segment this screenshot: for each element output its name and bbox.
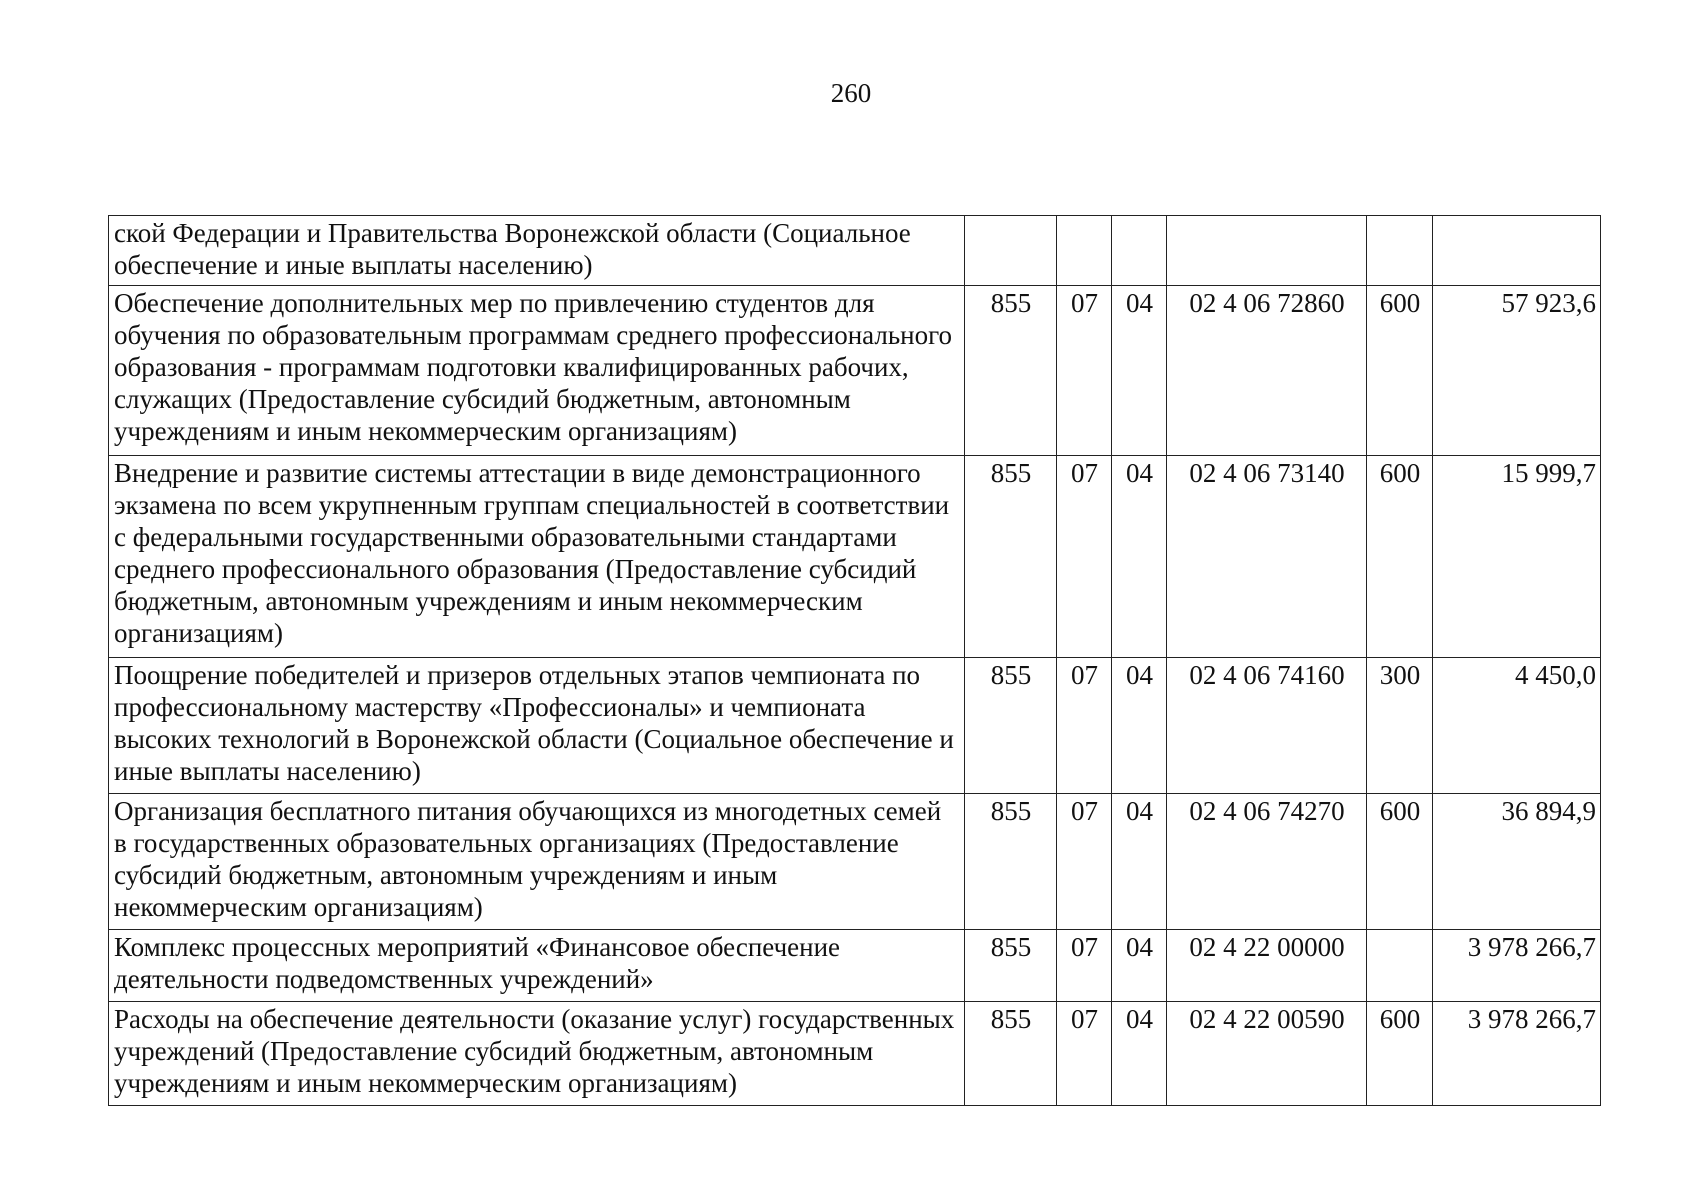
row-description: Обеспечение дополнительных мер по привлечению студентов для обучения по образовательным программам среднего профессионального образования - программам подготовки квалифицированных рабочих, служащих (Предоставление субсидий бюджетным, автономным учреждениям и иным некоммерческим организациям) <box>109 286 965 456</box>
section-code <box>1057 216 1112 286</box>
amount: 36 894,9 <box>1433 794 1601 930</box>
table-row <box>109 658 1601 794</box>
expense-type-code: 600 <box>1367 286 1433 456</box>
page-number: 260 <box>830 78 872 108</box>
target-article-code: 02 4 22 00590 <box>1167 1002 1367 1106</box>
expense-type-code: 600 <box>1367 1002 1433 1106</box>
target-article-code: 02 4 06 74270 <box>1167 794 1367 930</box>
target-article-code: 02 4 06 72860 <box>1167 286 1367 456</box>
row-description: Расходы на обеспечение деятельности (оказание услуг) государственных учреждений (Предоставление субсидий бюджетным, автономным учреждениям и иным некоммерческим организациям) <box>109 1002 965 1106</box>
subsection-code: 04 <box>1112 1002 1167 1106</box>
ministry-code: 855 <box>965 1002 1057 1106</box>
row-description: Поощрение победителей и призеров отдельных этапов чемпионата по профессиональному мастерству «Профессионалы» и чемпионата высоких технологий в Воронежской области (Социальное обеспечение и иные выплаты населению) <box>109 658 965 794</box>
section-code: 07 <box>1057 930 1112 1002</box>
expense-type-code <box>1367 930 1433 1002</box>
section-code: 07 <box>1057 456 1112 658</box>
table-row <box>109 794 1601 930</box>
row-description: Комплекс процессных мероприятий «Финансовое обеспечение деятельности подведомственных учреждений» <box>109 930 965 1002</box>
amount: 3 978 266,7 <box>1433 1002 1601 1106</box>
target-article-code <box>1167 216 1367 286</box>
amount: 4 450,0 <box>1433 658 1601 794</box>
subsection-code: 04 <box>1112 658 1167 794</box>
budget-table <box>108 215 1601 1106</box>
section-code: 07 <box>1057 286 1112 456</box>
amount <box>1433 216 1601 286</box>
subsection-code: 04 <box>1112 286 1167 456</box>
expense-type-code: 600 <box>1367 456 1433 658</box>
ministry-code <box>965 216 1057 286</box>
subsection-code: 04 <box>1112 794 1167 930</box>
table-row <box>109 286 1601 456</box>
expense-type-code <box>1367 216 1433 286</box>
amount: 3 978 266,7 <box>1433 930 1601 1002</box>
ministry-code: 855 <box>965 794 1057 930</box>
section-code: 07 <box>1057 1002 1112 1106</box>
subsection-code: 04 <box>1112 930 1167 1002</box>
row-description: Организация бесплатного питания обучающихся из многодетных семей в государственных образовательных организациях (Предоставление субсидий бюджетным, автономным учреждениям и иным некоммерческим организациям) <box>109 794 965 930</box>
target-article-code: 02 4 06 73140 <box>1167 456 1367 658</box>
ministry-code: 855 <box>965 456 1057 658</box>
ministry-code: 855 <box>965 658 1057 794</box>
section-code: 07 <box>1057 658 1112 794</box>
table-row <box>109 930 1601 1002</box>
amount: 57 923,6 <box>1433 286 1601 456</box>
table-row <box>109 1002 1601 1106</box>
amount: 15 999,7 <box>1433 456 1601 658</box>
row-description: ской Федерации и Правительства Воронежской области (Социальное обеспечение и иные выплаты населению) <box>109 216 965 286</box>
row-description: Внедрение и развитие системы аттестации в виде демонстрационного экзамена по всем укрупненным группам специальностей в соответствии с федеральными государственными образовательными стандартами среднего профессионального образования (Предоставление субсидий бюджетным, автономным учреждениям и иным некоммерческим организациям) <box>109 456 965 658</box>
expense-type-code: 600 <box>1367 794 1433 930</box>
section-code: 07 <box>1057 794 1112 930</box>
target-article-code: 02 4 06 74160 <box>1167 658 1367 794</box>
table-row <box>109 456 1601 658</box>
subsection-code: 04 <box>1112 456 1167 658</box>
subsection-code <box>1112 216 1167 286</box>
target-article-code: 02 4 22 00000 <box>1167 930 1367 1002</box>
ministry-code: 855 <box>965 286 1057 456</box>
ministry-code: 855 <box>965 930 1057 1002</box>
table-row <box>109 216 1601 286</box>
expense-type-code: 300 <box>1367 658 1433 794</box>
